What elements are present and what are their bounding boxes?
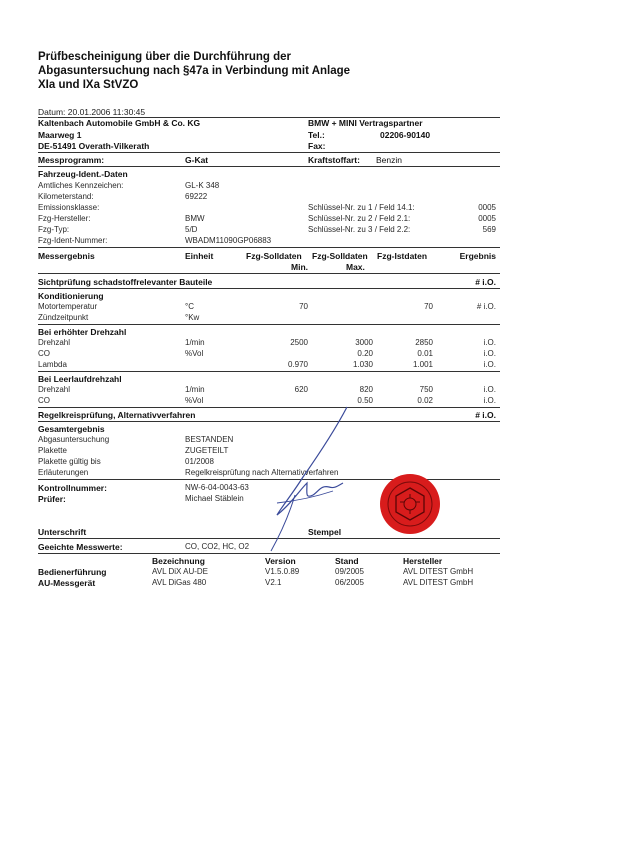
sw-row-stand: 06/2005	[335, 578, 364, 587]
sw-header-version: Version	[265, 556, 296, 566]
unterschrift-label: Unterschrift	[38, 527, 87, 537]
row-unit: %Vol	[185, 349, 204, 358]
gesamt-value: BESTANDEN	[185, 435, 234, 444]
row-max: 3000	[355, 338, 373, 347]
row-name: Drehzahl	[38, 385, 71, 394]
row-min: 0.970	[287, 360, 308, 369]
sw-row-hersteller: AVL DITEST GmbH	[403, 578, 474, 587]
vehicle-value: WBADM11090GP06883	[185, 236, 272, 245]
sw-row-label: AU-Messgerät	[38, 578, 96, 588]
vehicle-value: 69222	[185, 192, 208, 201]
row-max: 1.030	[352, 360, 373, 369]
vehicle-label: Fzg-Ident-Nummer:	[38, 236, 108, 245]
row-name: Drehzahl	[38, 338, 71, 347]
program-label: Messprogramm:	[38, 155, 105, 165]
gesamt-heading: Gesamtergebnis	[38, 424, 105, 434]
vehicle-label: Emissionsklasse:	[38, 203, 100, 212]
company-street: Maarweg 1	[38, 130, 82, 140]
pruefer-label: Prüfer:	[38, 494, 66, 504]
row-ist: 2850	[415, 338, 433, 347]
row-max: 0.50	[357, 396, 373, 405]
row-ist: 1.001	[412, 360, 433, 369]
row-ist: 750	[419, 385, 433, 394]
pruefer-value: Michael Stäblein	[185, 494, 244, 503]
kontroll-value: NW-6-04-0043-63	[185, 483, 249, 492]
sw-row-label: Bedienerführung	[38, 567, 107, 577]
row-result: i.O.	[483, 385, 496, 394]
vehicle-heading: Fahrzeug-Ident.-Daten	[38, 169, 128, 179]
gesamt-label: Plakette	[38, 446, 67, 455]
sw-row-bezeichnung: AVL DiX AU-DE	[152, 567, 209, 576]
seal-stamp-icon	[378, 472, 442, 536]
row-name: CO	[38, 396, 50, 405]
vehicle-label: Fzg-Hersteller:	[38, 214, 91, 223]
row-result: i.O.	[483, 360, 496, 369]
row-min: 620	[294, 385, 308, 394]
fuel-value: Benzin	[376, 155, 402, 165]
sw-row-hersteller: AVL DITEST GmbH	[403, 567, 474, 576]
vehicle-value: 5/D	[185, 225, 198, 234]
regelkreis-result: # i.O.	[475, 410, 496, 420]
program-value: G-Kat	[185, 155, 209, 165]
geeicht-value: CO, CO2, HC, O2	[185, 542, 250, 551]
key-value: 0005	[478, 214, 496, 223]
gesamt-label: Erläuterungen	[38, 468, 89, 477]
row-unit: °C	[185, 302, 194, 311]
col-soll-max-sub: Max.	[346, 262, 365, 272]
col-soll-max: Fzg-Solldaten	[312, 251, 368, 261]
row-ist: 0.02	[417, 396, 433, 405]
company-name: Kaltenbach Automobile GmbH & Co. KG	[38, 118, 201, 128]
signature-scribble	[255, 405, 365, 555]
datum: Datum: 20.01.2006 11:30:45	[38, 107, 146, 117]
row-unit: %Vol	[185, 396, 204, 405]
col-ist: Fzg-Istdaten	[377, 251, 428, 261]
sichtpruefung-label: Sichtprüfung schadstoffrelevanter Bauteile	[38, 277, 213, 287]
gesamt-value: 01/2008	[185, 457, 214, 466]
partner: BMW + MINI Vertragspartner	[308, 118, 423, 128]
col-soll-min-sub: Min.	[291, 262, 308, 272]
title-line-2: Abgasuntersuchung nach §47a in Verbindung mit Anlage	[38, 65, 351, 77]
key-value: 569	[482, 225, 496, 234]
vehicle-label: Amtliches Kennzeichen:	[38, 181, 124, 190]
gesamt-label: Plakette gültig bis	[38, 457, 101, 466]
sw-row-version: V2.1	[265, 578, 282, 587]
sw-row-stand: 09/2005	[335, 567, 364, 576]
row-ist: 0.01	[417, 349, 433, 358]
gesamt-value: Regelkreisprüfung nach Alternativverfahren	[185, 468, 339, 477]
row-max: 820	[359, 385, 373, 394]
row-name: Zündzeitpunkt	[38, 313, 89, 322]
col-messergebnis: Messergebnis	[38, 251, 95, 261]
erhoeht-heading: Bei erhöhter Drehzahl	[38, 327, 127, 337]
fuel-label: Kraftstoffart:	[308, 155, 360, 165]
company-city: DE-51491 Overath-Vilkerath	[38, 141, 150, 151]
col-ergebnis: Ergebnis	[459, 251, 496, 261]
document-title	[38, 50, 350, 92]
row-result: i.O.	[483, 396, 496, 405]
row-result: i.O.	[483, 349, 496, 358]
konditionierung-heading: Konditionierung	[38, 291, 104, 301]
row-unit: 1/min	[185, 385, 205, 394]
divider	[38, 371, 500, 372]
col-einheit: Einheit	[185, 251, 214, 261]
sw-header-stand: Stand	[335, 556, 359, 566]
key-label: Schlüssel-Nr. zu 1 / Feld 14.1:	[308, 203, 415, 212]
sw-header-hersteller: Hersteller	[403, 556, 443, 566]
row-min: 2500	[290, 338, 308, 347]
title-line-1: Prüfbescheinigung über die Durchführung der	[38, 51, 292, 63]
divider	[38, 288, 500, 289]
row-unit: 1/min	[185, 338, 205, 347]
row-max: 0.20	[357, 349, 373, 358]
row-min: 70	[299, 302, 308, 311]
row-name: Lambda	[38, 360, 67, 369]
vehicle-label: Kilometerstand:	[38, 192, 94, 201]
gesamt-label: Abgasuntersuchung	[38, 435, 110, 444]
tel-value: 02206-90140	[380, 130, 431, 140]
plate-value: GL-K 348	[185, 181, 220, 190]
fax-label: Fax:	[308, 141, 326, 151]
stempel-label: Stempel	[308, 527, 342, 537]
sw-row-bezeichnung: AVL DiGas 480	[152, 578, 207, 587]
sichtpruefung-result: # i.O.	[475, 277, 496, 287]
key-label: Schlüssel-Nr. zu 3 / Feld 2.2:	[308, 225, 411, 234]
row-result: # i.O.	[476, 302, 496, 311]
col-soll-min: Fzg-Solldaten	[246, 251, 302, 261]
title-line-3: XIa und IXa StVZO	[38, 79, 139, 91]
divider	[38, 273, 500, 274]
regelkreis-label: Regelkreisprüfung, Alternativverfahren	[38, 410, 196, 420]
divider	[38, 152, 500, 153]
row-ist: 70	[424, 302, 433, 311]
row-result: i.O.	[483, 338, 496, 347]
kontroll-label: Kontrollnummer:	[38, 483, 107, 493]
geeicht-label: Geeichte Messwerte:	[38, 542, 123, 552]
leerlauf-heading: Bei Leerlaufdrehzahl	[38, 374, 122, 384]
key-value: 0005	[478, 203, 496, 212]
row-name: Motortemperatur	[38, 302, 98, 311]
sw-row-version: V1.5.0.89	[265, 567, 300, 576]
gesamt-value: ZUGETEILT	[185, 446, 229, 455]
vehicle-value: BMW	[185, 214, 205, 223]
tel-label: Tel.:	[308, 130, 325, 140]
row-name: CO	[38, 349, 50, 358]
sw-header-bezeichnung: Bezeichnung	[152, 556, 205, 566]
divider	[38, 247, 500, 248]
key-label: Schlüssel-Nr. zu 2 / Feld 2.1:	[308, 214, 411, 223]
divider	[38, 166, 500, 167]
divider	[38, 324, 500, 325]
vehicle-label: Fzg-Typ:	[38, 225, 70, 234]
row-unit: °Kw	[185, 313, 200, 322]
